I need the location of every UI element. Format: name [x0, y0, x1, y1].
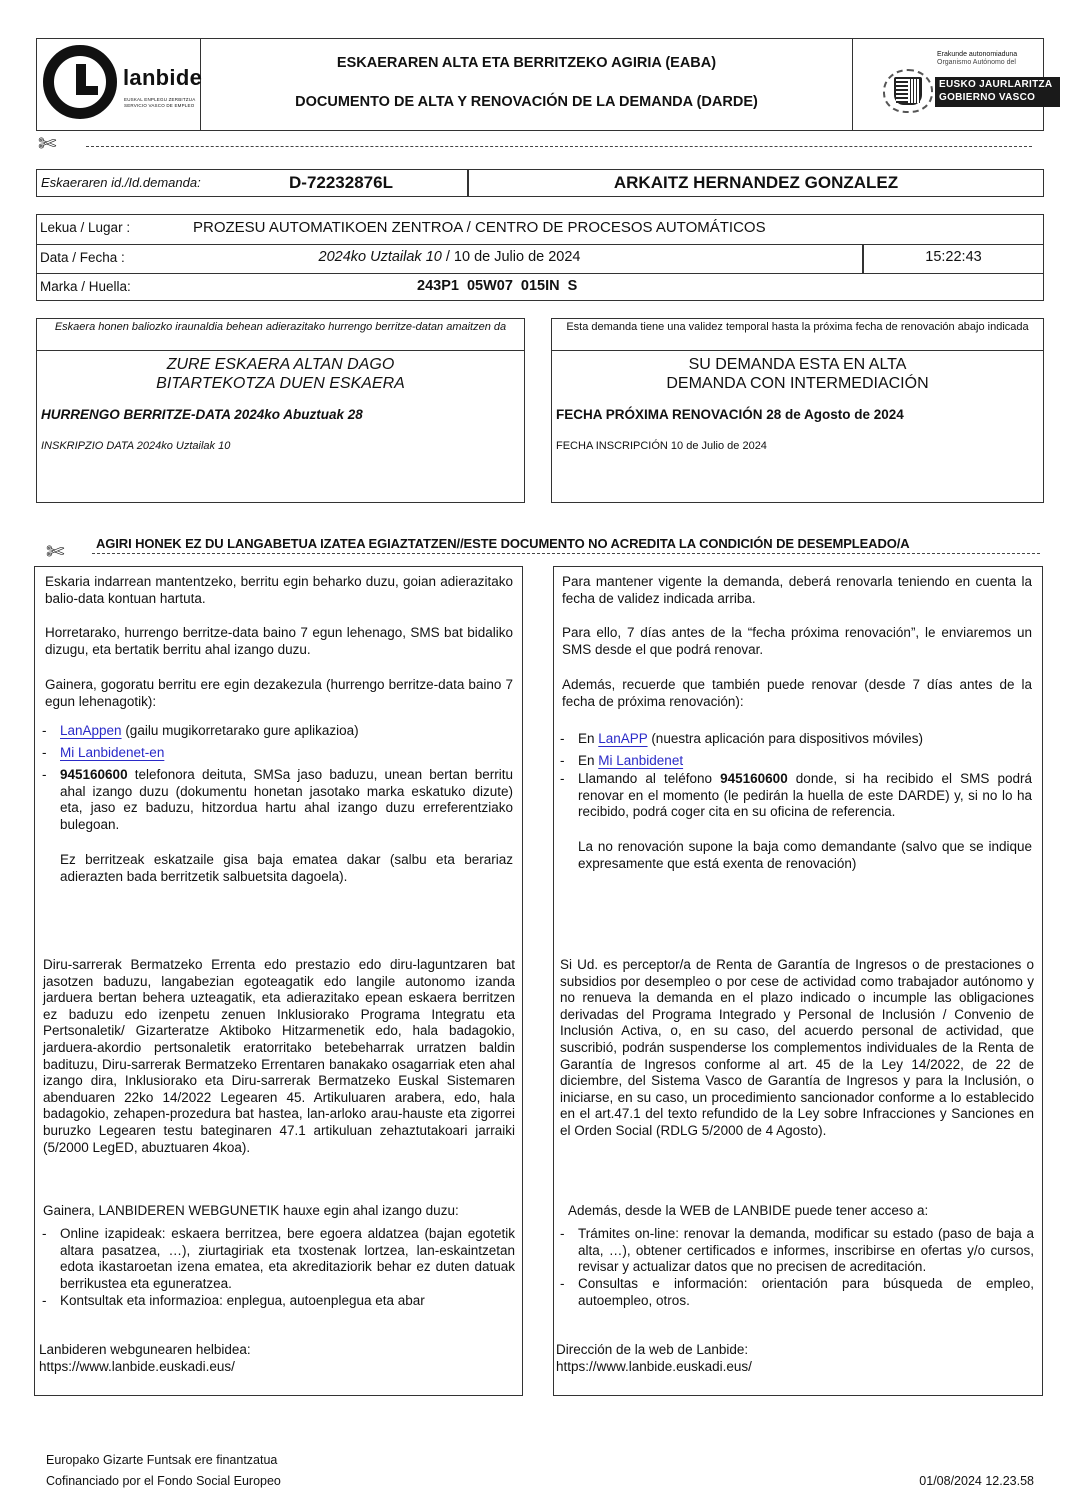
inscription-date: FECHA INSCRIPCIÓN 10 de Julio de 2024: [556, 440, 767, 452]
date-value: 2024ko Uztailak 10 / 10 de Julio de 2024: [318, 249, 581, 265]
logo-wordmark: lanbide: [123, 65, 203, 90]
demand-id-row: [36, 169, 1044, 197]
list-item: - En LanAPP (nuestra aplicación para dispositivos móviles): [560, 731, 923, 746]
next-renewal-date: FECHA PRÓXIMA RENOVACIÓN 28 de Agosto de 2024: [556, 407, 904, 422]
date-row: Data / Fecha : 2024ko Uztailak 10 / 10 de Julio de 2024 15:22:43: [37, 244, 1043, 273]
footer-funding-basque: Europako Gizarte Funtsak ere finantzatua: [46, 1453, 278, 1467]
list-item: - En Mi Lanbidenet: [560, 753, 684, 768]
list-item: - Llamando al teléfono 945160600 donde, si ha recibido el SMS podrá renovar en el momento (le pedirán la huella de este DARDE) y, si no lo ha recibido, podrá coger cita en su oficina de referencia.: [560, 771, 1032, 820]
status-box-spanish: Esta demanda tiene una validez temporal hasta la próxima fecha de renovación abajo indicada SU DEMANDA ESTA EN ALTA DEMANDA CON INTERMEDIACIÓN FECHA PRÓXIMA RENOVACIÓN 28 de Agosto de 2024 FECHA INSCRIPCIÓN 10 de Julio de 2024: [551, 318, 1044, 503]
clock-logo-icon: [43, 45, 117, 119]
time-value: 15:22:43: [925, 249, 982, 265]
website-url[interactable]: https://www.lanbide.euskadi.eus/: [556, 1359, 752, 1374]
footer-funding-spanish: Cofinanciado por el Fondo Social Europeo: [46, 1474, 281, 1488]
info-column-basque: Eskaria indarrean mantentzeko, berritu egin beharko duzu, goian adierazitako balio-data kontuan hartuta. Horretarako, hurrengo berritze-data baino 7 egun lehenago, SMS bat bidaliko dizugu, eta bertatik berritu ahal izango duzu. Gainera, gogoratu berritu ere egin dezakezula (hurrengo berritze-data baino 7 egun lehenagotik): - LanAppen (gailu mugikorretarako gure aplikazioa) - Mi Lanbidenet-en - 945160600 telefonora deituta, SMSa jaso baduzu, unean bertan berritu ahal izango duzu (dokumentu honetan jasotako marka eskatuko dizute) eta, jaso ez baduzu, hitzordua hartu ahal izango duzu erreferentziako bulegoan. Ez berritzeak eskatzaile gisa baja ematea dakar (salbu eta berariaz adierazten bada berritzetik salbuetsita dagoela). Diru-sarrerak Bermatzeko Errenta edo prestazio edo diru-laguntzaren bat jasotzen baduzu, langabezian egoteagatik edo langile autonomo izanda jarduera bertan behera uzteagatik, eta adierazitako epean eskaera berritzen ez baduzu edo izenpetu zenuen Inklusiorako Programa Integratu eta Pertsonaletik/ Gizarteratze Aktiboko Hitzarmenetik edo, hala badagokio, jarduera-akordio pertsonaletik eratorritako betebeharrak urratzen baldin badituzu, Diru-sarrerak Bermatzeko Errentaren banakako osagarriak eten ahal izango dira, Inklusiorako eta Diru-sarrerak Bermatzeko Euskal Sistemaren abenduaren 22ko 14/2022 Legearen 45. Artikuluaren arabera, edo, hala badagokio, zehapen-prozedura bat hastea, lan-arloko arau-hauste eta zigorrei buruzko Legearen testu bateginaren 47.1 artikuluan zehaztutakoari jarraiki (5/2000 LegED, abuztuaren 4koa). Gainera, LANBIDEREN WEBGUNETIK hauxe egin ahal izango duzu: - Online izapideak: eskaera berritzea, bere egoera aldatzea (bajan egotetik altara pasatzea, …), ziurtagiriak eta txostenak lortzea, lan-eskaintzetan edota ikastaroetan izena ematea, eta akreditaziorik behar ez duten datuak berrikustea eta eguneratzea. - Kontsultak eta informazioa: enplegua, autoenplegua eta abar Lanbideren webgunearen helbidea: https://www.lanbide.euskadi.eus/: [34, 566, 523, 1396]
phone-number: 945160600: [60, 767, 128, 782]
gov-name-band: EUSKO JAURLARITZA GOBIERNO VASCO: [935, 77, 1060, 107]
mark-value: 243P1 05W07 015IN S: [417, 278, 578, 294]
status-text: ZURE ESKAERA ALTAN DAGO BITARTEKOTZA DUEN ESKAERA: [156, 356, 405, 392]
document-title: [201, 39, 853, 130]
lanapp-link[interactable]: LanAPP: [598, 731, 648, 746]
website-url[interactable]: https://www.lanbide.euskadi.eus/: [39, 1359, 235, 1374]
phone-number: 945160600: [720, 771, 788, 786]
demand-id-value: D-72232876L: [289, 173, 393, 192]
info-column-spanish: Para mantener vigente la demanda, deberá renovarla teniendo en cuenta la fecha de validez indicada arriba. Para ello, 7 días antes de la “fecha próxima renovación”, le enviaremos un SMS desde el que podrá renovar. Además, recuerde que también puede renovar (desde 7 días antes de la fecha de próxima renovación): - En LanAPP (nuestra aplicación para dispositivos móviles) - En Mi Lanbidenet - Llamando al teléfono 945160600 donde, si ha recibido el SMS podrá renovar en el momento (le pedirán la huella de este DARDE) y, si no lo ha recibido, podrá coger cita en su oficina de referencia. La no renovación supone la baja como demandante (salvo que se indique expresamente que está exenta de renovación) Si Ud. es perceptor/a de Renta de Garantía de Ingresos o de prestaciones o subsidios por desempleo o por cese de actividad como trabajador autónomo y no renueva la demanda en el plazo indicado o incumple las obligaciones derivadas del Programa Integrado y Personal de Inclusión / Convenio de Inclusión Activa, o, en su caso, del acuerdo personal de actividad, que suscribió, podrán suspenderse los complementos individuales de la Renta de Garantía de Ingresos conforme al art. 45 de la Ley 14/2022, de 22 de diciembre, del Sistema Vasco de Garantía de Ingresos y para la Inclusión, o iniciarse, en su caso, un procedimiento sancionador conforme a lo establecido en el art.47.1 del texto refundido de la Ley sobre Infracciones y Sanciones en el Orden Social (RDLG 5/2000 de 4 Agosto). Además, desde la WEB de LANBIDE puede tener acceso a: - Trámites on-line: renovar la demanda, modificar su estado (paso de baja a alta, …), obtener certificados e informes, inscribirse en ofertas y/o cursos, revisar y actualizar datos que no precisen de acreditación. - Consultas e información: orientación para búsqueda de empleo, autoempleo, otros. Dirección de la web de Lanbide: https://www.lanbide.euskadi.eus/: [553, 566, 1043, 1396]
list-item: - Mi Lanbidenet-en: [42, 745, 165, 760]
place-row: Lekua / Lugar : PROZESU AUTOMATIKOEN ZENTROA / CENTRO DE PROCESOS AUTOMÁTICOS: [40, 219, 766, 236]
inscription-date: INSKRIPZIO DATA 2024ko Uztailak 10: [41, 440, 231, 452]
list-item: - Trámites on-line: renovar la demanda, modificar su estado (paso de baja a alta, …), obtener certificados e informes, inscribirse en ofertas y/o cursos, revisar y actualizar datos que no precisen de acreditación.: [560, 1226, 1034, 1275]
list-item: - Online izapideak: eskaera berritzea, bere egoera aldatzea (bajan egotetik altara pasatzea, …), ziurtagiriak eta txostenak lortzea, lan-eskaintzetan edota ikastaroetan izena ematea, eta akreditaziorik behar ez duten datuak berrikustea eta eguneratzea.: [42, 1226, 515, 1291]
gobierno-vasco-logo: Erakunde autonomiaduna Organismo Autónomo del EUSKO JAURLARITZA GOBIERNO VASCO: [853, 39, 1043, 130]
scissors-icon: ✄: [46, 539, 65, 564]
info-table: [36, 214, 1044, 301]
logo-subtitle: EUSKAL ENPLEGU ZERBITZUA SERVICIO VASCO DE EMPLEO: [124, 97, 196, 108]
lanbide-logo: [37, 39, 201, 130]
status-box-basque: Eskaera honen baliozko iraunaldia behean adierazitako hurrengo berritze-datan amaitzen da ZURE ESKAERA ALTAN DAGO BITARTEKOTZA DUEN ESKAERA HURRENGO BERRITZE-DATA 2024ko Abuztuak 28 INSKRIPZIO DATA 2024ko Uztailak 10: [36, 318, 525, 503]
title-spanish: DOCUMENTO DE ALTA Y RENOVACIÓN DE LA DEMANDA (DARDE): [295, 94, 758, 110]
cut-line: [92, 553, 1040, 554]
scissors-icon: ✄: [38, 131, 57, 156]
lanapp-link[interactable]: LanAppen: [60, 723, 122, 738]
print-timestamp: 01/08/2024 12.23.58: [919, 1474, 1034, 1488]
disclaimer-text: AGIRI HONEK EZ DU LANGABETUA IZATEA EGIAZTATZEN//ESTE DOCUMENTO NO ACREDITA LA CONDICIÓN DE DESEMPLEADO/A: [96, 536, 910, 551]
demand-id-label: Eskaeraren id./Id.demanda:: [41, 175, 201, 190]
next-renewal-date: HURRENGO BERRITZE-DATA 2024ko Abuztuak 28: [41, 407, 363, 422]
status-text: SU DEMANDA ESTA EN ALTA DEMANDA CON INTERMEDIACIÓN: [666, 356, 929, 392]
applicant-name: ARKAITZ HERNANDEZ GONZALEZ: [613, 173, 899, 192]
place-value: PROZESU AUTOMATIKOEN ZENTROA / CENTRO DE PROCESOS AUTOMÁTICOS: [193, 219, 766, 236]
title-basque: ESKAERAREN ALTA ETA BERRITZEKO AGIRIA (EABA): [336, 55, 717, 71]
coat-of-arms-icon: [883, 69, 933, 113]
cut-line: [86, 146, 1032, 147]
document-header: [36, 38, 1053, 131]
mi-lanbidenet-link[interactable]: Mi Lanbidenet: [598, 753, 684, 768]
mark-row: Marka / Huella: 243P1 05W07 015IN S: [37, 273, 1043, 302]
mi-lanbidenet-link[interactable]: Mi Lanbidenet-en: [60, 745, 165, 760]
list-item: - 945160600 telefonora deituta, SMSa jaso baduzu, unean bertan berritu ahal izango duzu (dokumentu honetan jasotako marka eskatuko dizute) eta, jaso ez baduzu, hitzordua hartu ahal izango duzu erreferentziako bulegoan.: [42, 767, 513, 832]
list-item: - Consultas e información: orientación para búsqueda de empleo, autoempleo, otros.: [560, 1276, 1034, 1308]
list-item: - Kontsultak eta informazioa: enplegua, autoenplegua eta abar: [42, 1293, 425, 1308]
list-item: - LanAppen (gailu mugikorretarako gure aplikazioa): [42, 723, 359, 738]
